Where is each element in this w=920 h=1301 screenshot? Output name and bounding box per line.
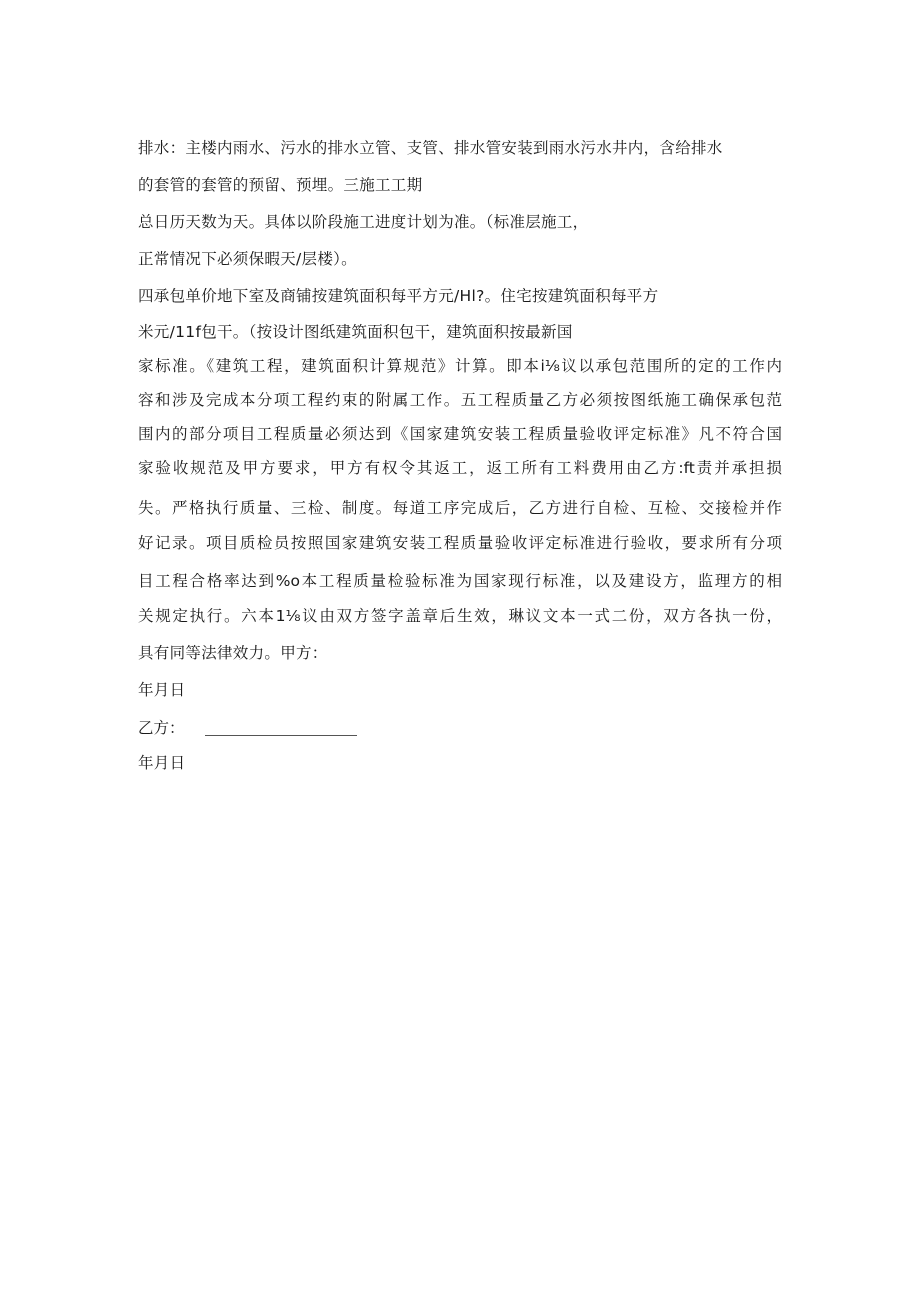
text-line-15: 具有同等法律效力。甲方： bbox=[138, 644, 328, 662]
date-line-party-a: 年月日 bbox=[138, 681, 186, 699]
text-line-8: 容和涉及完成本分项工程约束的附属工作。五工程质量乙方必须按图纸施工确保承包范 bbox=[138, 391, 782, 409]
text-line-13: 目工程合格率达到%o本工程质量检验标准为国家现行标准，以及建设方，监理方的相 bbox=[138, 572, 782, 590]
text-line-6: 米元/11f包干。（按设计图纸建筑面积包干，建筑面积按最新国 bbox=[138, 323, 573, 341]
party-b-signature-row bbox=[138, 718, 357, 738]
text-line-7: 家标准。《建筑工程，建筑面积计算规范》计算。即本i⅛议以承包范围所的定的工作内 bbox=[138, 357, 782, 375]
text-line-11: 失。严格执行质量、三检、制度。每道工序完成后，乙方进行自检、互检、交接检并作 bbox=[138, 499, 782, 517]
date-line-party-b: 年月日 bbox=[138, 754, 186, 772]
text-line-14: 关规定执行。六本1⅛议由双方签字盖章后生效，琳议文本一式二份，双方各执一份， bbox=[138, 607, 782, 625]
text-line-4: 正常情况下必须保暇天/层楼）。 bbox=[138, 250, 357, 268]
text-line-9: 围内的部分项目工程质量必须达到《国家建筑安装工程质量验收评定标准》凡不符合国 bbox=[138, 425, 782, 443]
text-line-5: 四承包单价地下室及商铺按建筑面积每平方元/Hl?。住宅按建筑面积每平方 bbox=[138, 287, 659, 305]
party-b-label: 乙方： bbox=[138, 719, 185, 737]
party-b-signature-blank bbox=[205, 721, 357, 736]
text-line-10: 家验收规范及甲方要求，甲方有权令其返工，返工所有工料费用由乙方:ft责并承担损 bbox=[138, 459, 782, 477]
text-line-2: 的套管的套管的预留、预埋。三施工工期 bbox=[138, 176, 423, 194]
text-line-1: 排水：主楼内雨水、污水的排水立管、支管、排水管安装到雨水污水井内，含给排水 bbox=[138, 139, 723, 157]
text-line-12: 好记录。项目质检员按照国家建筑安装工程质量验收评定标准进行验收，要求所有分项 bbox=[138, 534, 782, 552]
text-line-3: 总日历天数为天。具体以阶段施工进度计划为准。（标准层施工， bbox=[138, 213, 589, 231]
